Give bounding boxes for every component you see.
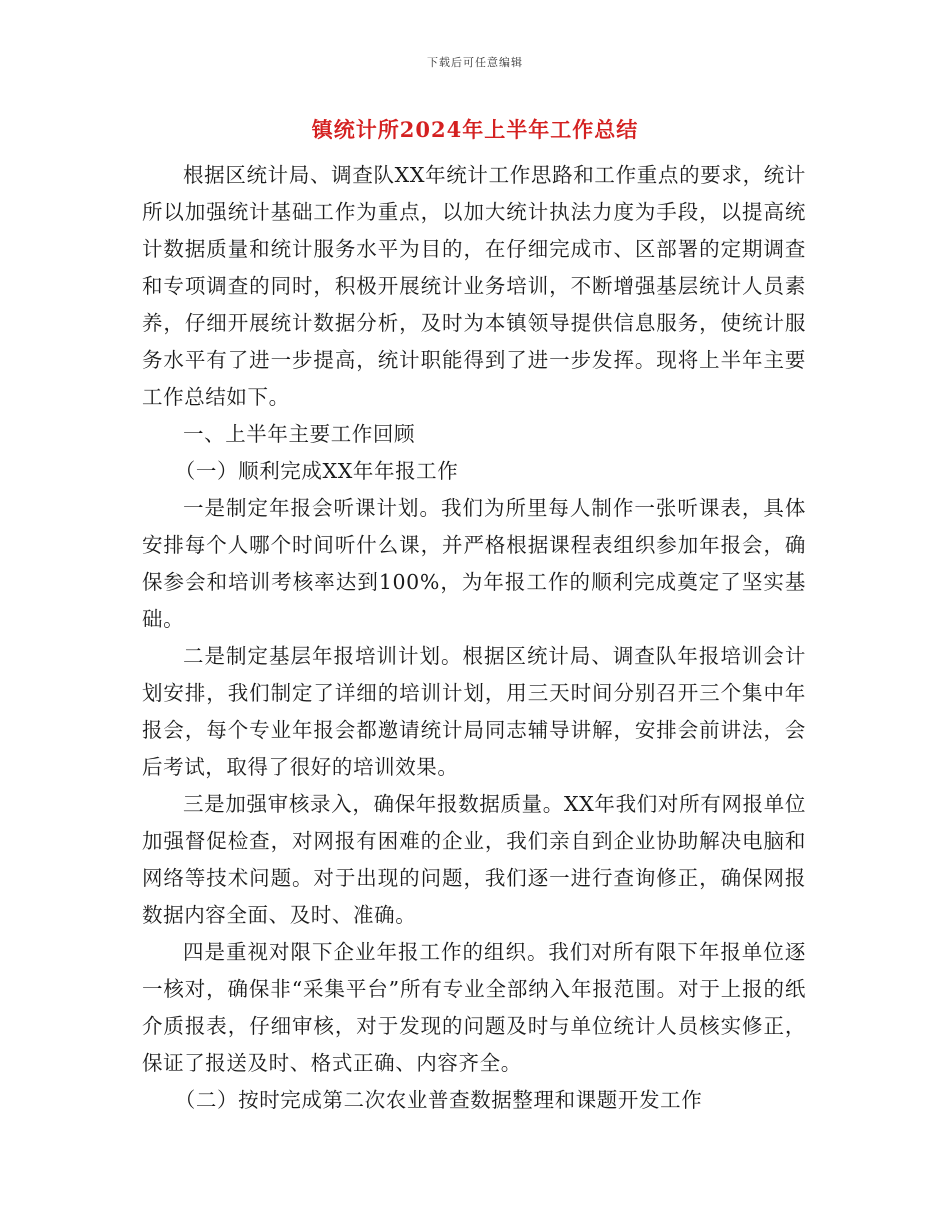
subsection-heading-1: （一）顺利完成XX年年报工作 bbox=[174, 459, 459, 483]
subsection-heading-2: （二）按时完成第二次农业普查数据整理和课题开发工作 bbox=[174, 1088, 703, 1112]
section-heading-1: 一、上半年主要工作回顾 bbox=[183, 422, 416, 446]
document-body bbox=[142, 157, 806, 1119]
page-header-note: 下载后可任意编辑 bbox=[427, 56, 523, 69]
paragraph-item-1: 一是制定年报会听课计划。我们为所里每人制作一张听课表，具体安排每个人哪个时间听什么课，并严格根据课程表组织参加年报会，确保参会和培训考核率达到100%，为年报工作的顺利完成奠定了坚实基础。 bbox=[142, 496, 806, 631]
paragraph-item-2: 二是制定基层年报培训计划。根据区统计局、调查队年报培训会计划安排，我们制定了详细的培训计划，用三天时间分别召开三个集中年报会，每个专业年报会都邀请统计局同志辅导讲解，安排会前讲法，会后考试，取得了很好的培训效果。 bbox=[142, 644, 806, 779]
intro-paragraph: 根据区统计局、调查队XX年统计工作思路和工作重点的要求，统计所以加强统计基础工作为重点，以加大统计执法力度为手段，以提高统计数据质量和统计服务水平为目的，在仔细完成市、区部署的定期调查和专项调查的同时，积极开展统计业务培训，不断增强基层统计人员素养，仔细开展统计数据分析，及时为本镇领导提供信息服务，使统计服务水平有了进一步提高，统计职能得到了进一步发挥。现将上半年主要工作总结如下。 bbox=[142, 163, 806, 409]
document-title: 镇统计所2024年上半年工作总结 bbox=[311, 117, 639, 142]
paragraph-item-3: 三是加强审核录入，确保年报数据质量。XX年我们对所有网报单位加强督促检查，对网报有困难的企业，我们亲自到企业协助解决电脑和网络等技术问题。对于出现的问题，我们逐一进行查询修正，确保网报数据内容全面、及时、准确。 bbox=[142, 792, 806, 927]
paragraph-item-4: 四是重视对限下企业年报工作的组织。我们对所有限下年报单位逐一核对，确保非“采集平台”所有专业全部纳入年报范围。对于上报的纸介质报表，仔细审核，对于发现的问题及时与单位统计人员核实修正，保证了报送及时、格式正确、内容齐全。 bbox=[142, 940, 806, 1075]
